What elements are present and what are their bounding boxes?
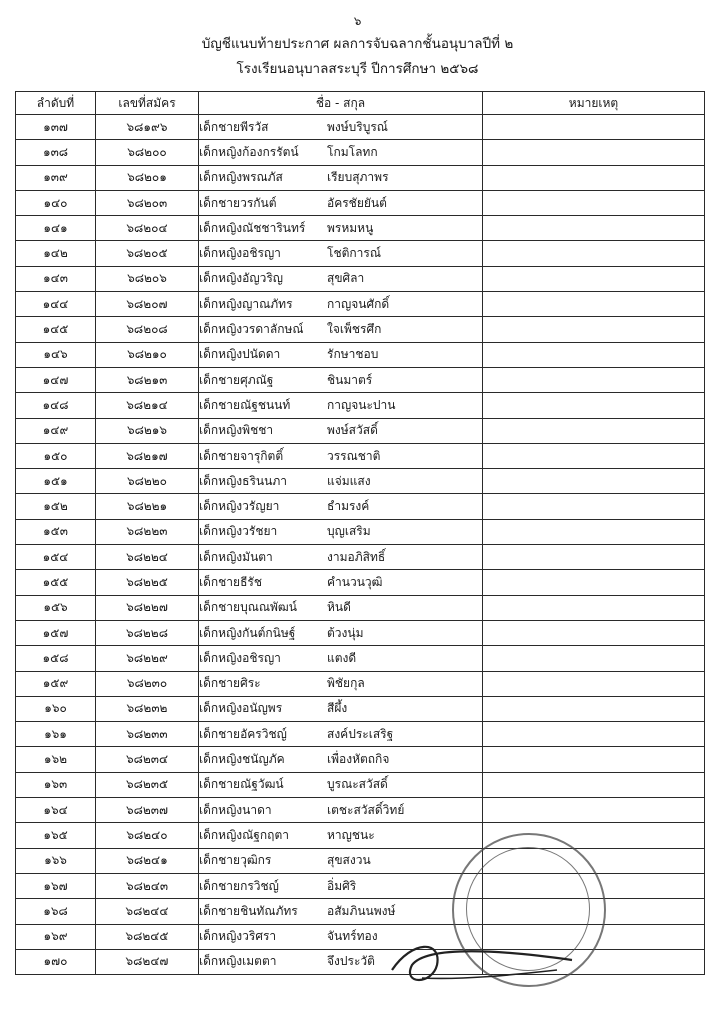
row-first-name: เด็กหญิงปนัดดา (199, 347, 281, 362)
row-last-name: สุขสงวน (327, 853, 371, 868)
row-last-name: พรหมหนู (327, 220, 374, 235)
table-header-row (16, 92, 705, 115)
row-seq: ๑๔๗ (16, 367, 96, 392)
row-name (199, 367, 483, 392)
row-app-no: ๖๘๒๔๗ (96, 949, 199, 974)
table-row (16, 469, 705, 494)
row-first-name: เด็กหญิงมันตา (199, 549, 273, 564)
row-seq: ๑๕๒ (16, 494, 96, 519)
row-seq: ๑๕๗ (16, 620, 96, 645)
row-name (199, 570, 483, 595)
row-remark (483, 190, 705, 215)
row-app-no: ๖๘๒๑๐ (96, 342, 199, 367)
row-app-no: ๖๘๒๑๔ (96, 393, 199, 418)
row-name (199, 646, 483, 671)
table-row (16, 367, 705, 392)
row-first-name: เด็กหญิงนาดา (199, 802, 272, 817)
row-name (199, 671, 483, 696)
row-seq: ๑๔๖ (16, 342, 96, 367)
header-app-no: เลขที่สมัคร (96, 92, 199, 115)
row-first-name: เด็กชายศิระ (199, 676, 261, 691)
row-seq: ๑๕๘ (16, 646, 96, 671)
row-seq: ๑๕๑ (16, 469, 96, 494)
row-remark (483, 570, 705, 595)
row-last-name: สีผึ้ง (327, 701, 348, 716)
row-app-no: ๖๘๒๓๕ (96, 772, 199, 797)
table-row (16, 292, 705, 317)
row-app-no: ๖๘๒๐๖ (96, 266, 199, 291)
row-remark (483, 772, 705, 797)
row-remark (483, 545, 705, 570)
row-remark (483, 469, 705, 494)
row-name (199, 848, 483, 873)
table-row (16, 190, 705, 215)
row-name (199, 722, 483, 747)
row-first-name: เด็กชายกรวิชญ์ (199, 878, 279, 893)
row-last-name: ชินมาตร์ (327, 372, 373, 387)
row-app-no: ๖๘๒๔๕ (96, 924, 199, 949)
row-app-no: ๖๘๒๒๙ (96, 646, 199, 671)
row-app-no: ๖๘๒๑๓ (96, 367, 199, 392)
row-first-name: เด็กชายวุฒิกร (199, 853, 272, 868)
row-seq: ๑๔๕ (16, 317, 96, 342)
table-row (16, 140, 705, 165)
row-name (199, 140, 483, 165)
row-name (199, 317, 483, 342)
table-row (16, 443, 705, 468)
row-remark (483, 494, 705, 519)
row-app-no: ๖๘๑๙๖ (96, 115, 199, 140)
row-remark (483, 367, 705, 392)
table-row (16, 317, 705, 342)
row-name (199, 823, 483, 848)
row-app-no: ๖๘๒๔๔ (96, 899, 199, 924)
table-row (16, 570, 705, 595)
row-remark (483, 342, 705, 367)
table-row (16, 646, 705, 671)
roster-body (16, 115, 705, 975)
row-last-name: จันทร์ทอง (327, 929, 378, 944)
row-seq: ๑๖๑ (16, 722, 96, 747)
row-app-no: ๖๘๒๒๐ (96, 469, 199, 494)
row-last-name: สุขศิลา (327, 271, 365, 286)
table-row (16, 545, 705, 570)
row-name (199, 393, 483, 418)
row-name (199, 216, 483, 241)
table-row (16, 671, 705, 696)
row-last-name: อสัมภินนพงษ์ (327, 903, 396, 918)
row-seq: ๑๗๐ (16, 949, 96, 974)
row-name (199, 190, 483, 215)
row-remark (483, 798, 705, 823)
row-first-name: เด็กหญิงอชิรญา (199, 650, 281, 665)
row-first-name: เด็กชายบุณณพัฒน์ (199, 600, 297, 615)
row-seq: ๑๖๘ (16, 899, 96, 924)
row-last-name: อิ่มศิริ (327, 878, 357, 893)
signature (382, 930, 582, 990)
table-row (16, 620, 705, 645)
row-remark (483, 595, 705, 620)
row-first-name: เด็กชายวรกันต์ (199, 195, 277, 210)
row-name (199, 165, 483, 190)
row-app-no: ๖๘๒๔๓ (96, 873, 199, 898)
row-name (199, 241, 483, 266)
row-seq: ๑๔๐ (16, 190, 96, 215)
row-app-no: ๖๘๒๓๓ (96, 722, 199, 747)
row-first-name: เด็กหญิงวริศรา (199, 929, 277, 944)
row-first-name: เด็กชายณัฐชนนท์ (199, 397, 291, 412)
row-last-name: ต้วงนุ่ม (327, 625, 364, 640)
row-seq: ๑๓๙ (16, 165, 96, 190)
row-name (199, 418, 483, 443)
row-first-name: เด็กหญิงอชิรญา (199, 246, 281, 261)
table-row (16, 494, 705, 519)
row-app-no: ๖๘๒๒๘ (96, 620, 199, 645)
row-first-name: เด็กหญิงวรดาลักษณ์ (199, 322, 304, 337)
header-seq: ลำดับที่ (16, 92, 96, 115)
table-row (16, 342, 705, 367)
row-first-name: เด็กชายพีรวัส (199, 119, 269, 134)
row-remark (483, 747, 705, 772)
row-app-no: ๖๘๒๐๓ (96, 190, 199, 215)
row-seq: ๑๓๗ (16, 115, 96, 140)
row-name (199, 545, 483, 570)
row-first-name: เด็กชายณัฐวัฒน์ (199, 777, 284, 792)
row-remark (483, 393, 705, 418)
row-seq: ๑๔๔ (16, 292, 96, 317)
row-name (199, 443, 483, 468)
row-app-no: ๖๘๒๐๗ (96, 292, 199, 317)
row-seq: ๑๖๐ (16, 696, 96, 721)
row-app-no: ๖๘๒๑๗ (96, 443, 199, 468)
row-name (199, 899, 483, 924)
row-name (199, 798, 483, 823)
row-last-name: กาญจนศักดิ์ (327, 296, 390, 311)
table-row (16, 115, 705, 140)
row-first-name: เด็กชายจารุกิตติ์ (199, 448, 284, 463)
row-seq: ๑๖๔ (16, 798, 96, 823)
row-app-no: ๖๘๒๓๐ (96, 671, 199, 696)
row-remark (483, 266, 705, 291)
table-row (16, 418, 705, 443)
row-seq: ๑๕๖ (16, 595, 96, 620)
row-remark (483, 646, 705, 671)
table-row (16, 747, 705, 772)
table-row (16, 848, 705, 873)
row-remark (483, 722, 705, 747)
title-line-1: บัญชีแนบท้ายประกาศ ผลการจับฉลากชั้นอนุบาลปีที่ ๒ (201, 36, 514, 52)
row-seq: ๑๕๓ (16, 519, 96, 544)
row-app-no: ๖๘๒๐๘ (96, 317, 199, 342)
row-seq: ๑๖๗ (16, 873, 96, 898)
table-row (16, 393, 705, 418)
row-seq: ๑๓๘ (16, 140, 96, 165)
row-first-name: เด็กหญิงณัชชารินทร์ (199, 220, 306, 235)
table-row (16, 266, 705, 291)
row-first-name: เด็กหญิงพรณภัส (199, 170, 283, 185)
row-name (199, 342, 483, 367)
page-number: ๖ (353, 14, 362, 28)
row-app-no: ๖๘๒๔๐ (96, 823, 199, 848)
row-remark (483, 671, 705, 696)
row-last-name: พิชัยกุล (327, 676, 365, 691)
table-row (16, 241, 705, 266)
row-name (199, 469, 483, 494)
row-remark (483, 241, 705, 266)
row-last-name: บุญเสริม (327, 524, 371, 539)
row-app-no: ๖๘๒๓๗ (96, 798, 199, 823)
row-seq: ๑๔๙ (16, 418, 96, 443)
table-row (16, 722, 705, 747)
row-app-no: ๖๘๒๓๔ (96, 747, 199, 772)
row-seq: ๑๕๕ (16, 570, 96, 595)
row-app-no: ๖๘๒๔๑ (96, 848, 199, 873)
row-last-name: จึงประวัติ (327, 954, 375, 969)
row-app-no: ๖๘๒๓๒ (96, 696, 199, 721)
row-app-no: ๖๘๒๐๑ (96, 165, 199, 190)
row-app-no: ๖๘๒๒๓ (96, 519, 199, 544)
row-remark (483, 317, 705, 342)
student-roster-table (15, 91, 705, 975)
row-app-no: ๖๘๒๒๕ (96, 570, 199, 595)
row-app-no: ๖๘๒๐๕ (96, 241, 199, 266)
row-first-name: เด็กชายศุภณัฐ (199, 372, 274, 387)
row-name (199, 772, 483, 797)
header-name: ชื่อ - สกุล (199, 92, 483, 115)
row-seq: ๑๔๘ (16, 393, 96, 418)
row-app-no: ๖๘๒๐๐ (96, 140, 199, 165)
row-app-no: ๖๘๒๒๗ (96, 595, 199, 620)
row-first-name: เด็กชายธีรัช (199, 574, 262, 589)
table-row (16, 949, 705, 974)
row-last-name: พงษ์สวัสดิ์ (327, 423, 378, 438)
row-last-name: คำนวนวุฒิ (327, 574, 383, 589)
row-first-name: เด็กหญิงก้องกรรัตน์ (199, 144, 299, 159)
row-seq: ๑๖๖ (16, 848, 96, 873)
row-last-name: สงค์ประเสริฐ (327, 726, 394, 741)
row-app-no: ๖๘๒๑๖ (96, 418, 199, 443)
row-app-no: ๖๘๒๒๔ (96, 545, 199, 570)
row-last-name: ใจเพ็ชรศึก (327, 322, 382, 337)
row-name (199, 873, 483, 898)
row-seq: ๑๖๒ (16, 747, 96, 772)
row-last-name: กาญจนะปาน (327, 397, 396, 412)
row-seq: ๑๔๓ (16, 266, 96, 291)
row-remark (483, 519, 705, 544)
table-row (16, 823, 705, 848)
document-heading (0, 32, 715, 82)
row-last-name: เพื่องหัตถกิจ (327, 752, 390, 767)
row-last-name: อัครชัยยันต์ (327, 195, 387, 210)
title-line-2: โรงเรียนอนุบาลสระบุรี ปีการศึกษา ๒๕๖๘ (236, 61, 479, 77)
row-first-name: เด็กหญิงอนัญพร (199, 701, 283, 716)
row-last-name: รักษาชอบ (327, 347, 379, 362)
row-remark (483, 418, 705, 443)
row-last-name: หาญชนะ (327, 827, 375, 842)
table-row (16, 595, 705, 620)
row-seq: ๑๕๙ (16, 671, 96, 696)
row-name (199, 595, 483, 620)
header-remark: หมายเหตุ (483, 92, 705, 115)
row-remark (483, 165, 705, 190)
row-last-name: เรียบสุภาพร (327, 170, 389, 185)
row-last-name: โชติการณ์ (327, 246, 381, 261)
row-first-name: เด็กหญิงชนัญภัค (199, 752, 285, 767)
table-row (16, 696, 705, 721)
row-remark (483, 696, 705, 721)
row-remark (483, 140, 705, 165)
row-first-name: เด็กชายอัครวิชญ์ (199, 726, 287, 741)
row-seq: ๑๔๒ (16, 241, 96, 266)
row-first-name: เด็กหญิงเมตตา (199, 954, 277, 969)
row-first-name: เด็กหญิงอัญวริญ (199, 271, 283, 286)
row-first-name: เด็กหญิงญาณภัทร (199, 296, 293, 311)
row-seq: ๑๕๐ (16, 443, 96, 468)
row-last-name: หินดี (327, 600, 351, 615)
row-last-name: โกมโลทก (327, 144, 378, 159)
row-first-name: เด็กหญิงวรัชยา (199, 524, 278, 539)
row-name (199, 620, 483, 645)
row-first-name: เด็กหญิงกันต์กนิษฐ์ (199, 625, 296, 640)
row-last-name: บูรณะสวัสดิ์ (327, 777, 388, 792)
table-row (16, 772, 705, 797)
row-name (199, 115, 483, 140)
row-remark (483, 443, 705, 468)
table-row (16, 519, 705, 544)
row-last-name: แตงดี (327, 650, 357, 665)
table-row (16, 798, 705, 823)
row-seq: ๑๔๑ (16, 216, 96, 241)
row-seq: ๑๖๕ (16, 823, 96, 848)
row-app-no: ๖๘๒๒๑ (96, 494, 199, 519)
row-last-name: งามอภิสิทธิ์ (327, 549, 386, 564)
row-name (199, 292, 483, 317)
row-last-name: เตชะสวัสดิ์วิทย์ (327, 802, 405, 817)
row-last-name: แจ่มแสง (327, 473, 371, 488)
row-remark (483, 216, 705, 241)
row-last-name: ธำมรงค์ (327, 499, 370, 514)
row-first-name: เด็กหญิงวรัญยา (199, 499, 280, 514)
table-row (16, 165, 705, 190)
row-last-name: วรรณชาติ (327, 448, 381, 463)
table-row (16, 216, 705, 241)
row-seq: ๑๖๙ (16, 924, 96, 949)
row-name (199, 696, 483, 721)
row-seq: ๑๕๔ (16, 545, 96, 570)
row-first-name: เด็กชายชินทัณภัทร (199, 903, 298, 918)
row-first-name: เด็กหญิงพิชชา (199, 423, 274, 438)
row-app-no: ๖๘๒๐๔ (96, 216, 199, 241)
row-remark (483, 292, 705, 317)
row-name (199, 494, 483, 519)
row-last-name: พงษ์บริบูรณ์ (327, 119, 388, 134)
row-name (199, 747, 483, 772)
row-remark (483, 620, 705, 645)
row-remark (483, 115, 705, 140)
row-name (199, 266, 483, 291)
row-name (199, 519, 483, 544)
row-first-name: เด็กหญิงณัฐกฤตา (199, 827, 289, 842)
row-seq: ๑๖๓ (16, 772, 96, 797)
row-first-name: เด็กหญิงธรินนภา (199, 473, 287, 488)
